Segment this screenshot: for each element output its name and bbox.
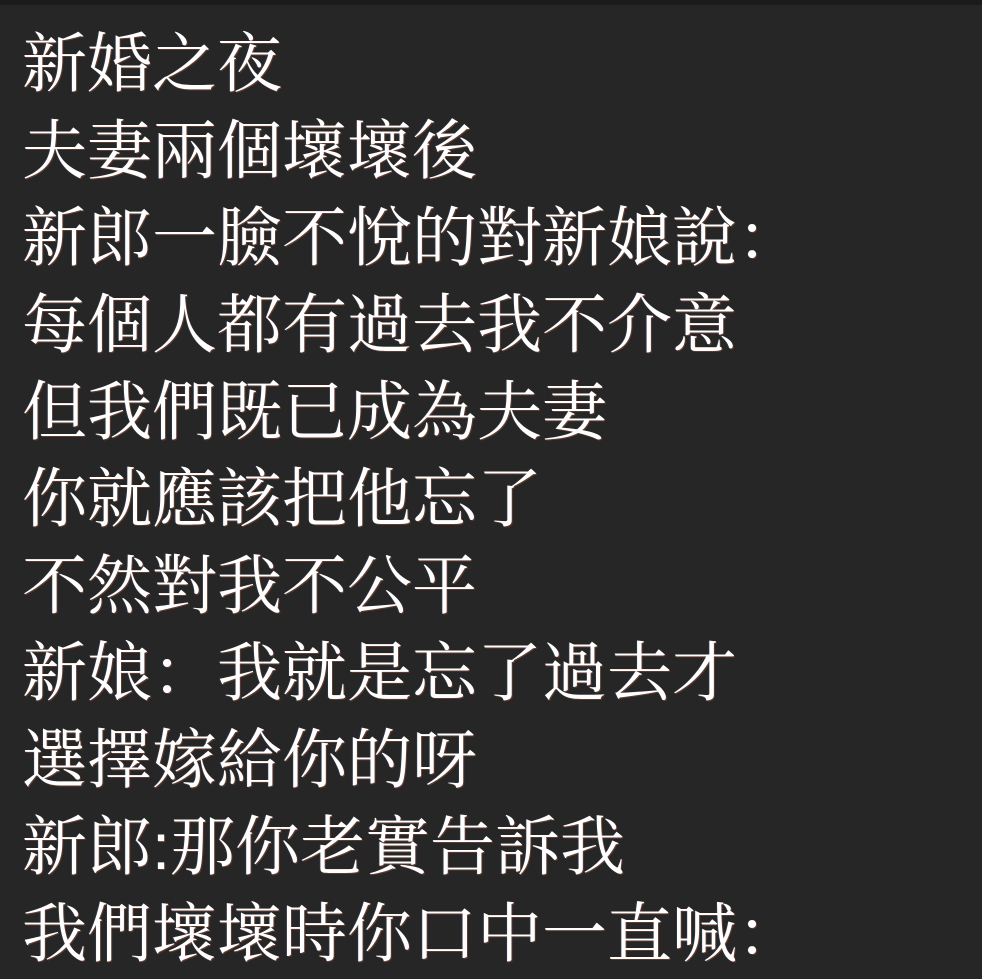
text-line: 但我們既已成為夫妻: [22, 375, 608, 448]
window-top-edge: [0, 0, 982, 5]
text-line: 不然對我不公平: [22, 549, 478, 622]
text-line: 你就應該把他忘了: [22, 462, 543, 535]
text-line: 新婚之夜: [22, 27, 283, 100]
text-line: 新郎:那你老實告訴我: [22, 810, 626, 883]
text-line: 夫妻兩個壞壞後: [22, 114, 478, 187]
text-line: 新郎一臉不悅的對新娘說：: [22, 201, 803, 274]
joke-text-block: [22, 20, 962, 977]
text-line: 選擇嫁給你的呀: [22, 723, 478, 796]
text-line: 我們壞壞時你口中一直喊：: [22, 897, 803, 970]
text-line: 新娘：我就是忘了過去才: [22, 636, 738, 709]
text-line: 每個人都有過去我不介意: [22, 288, 738, 361]
